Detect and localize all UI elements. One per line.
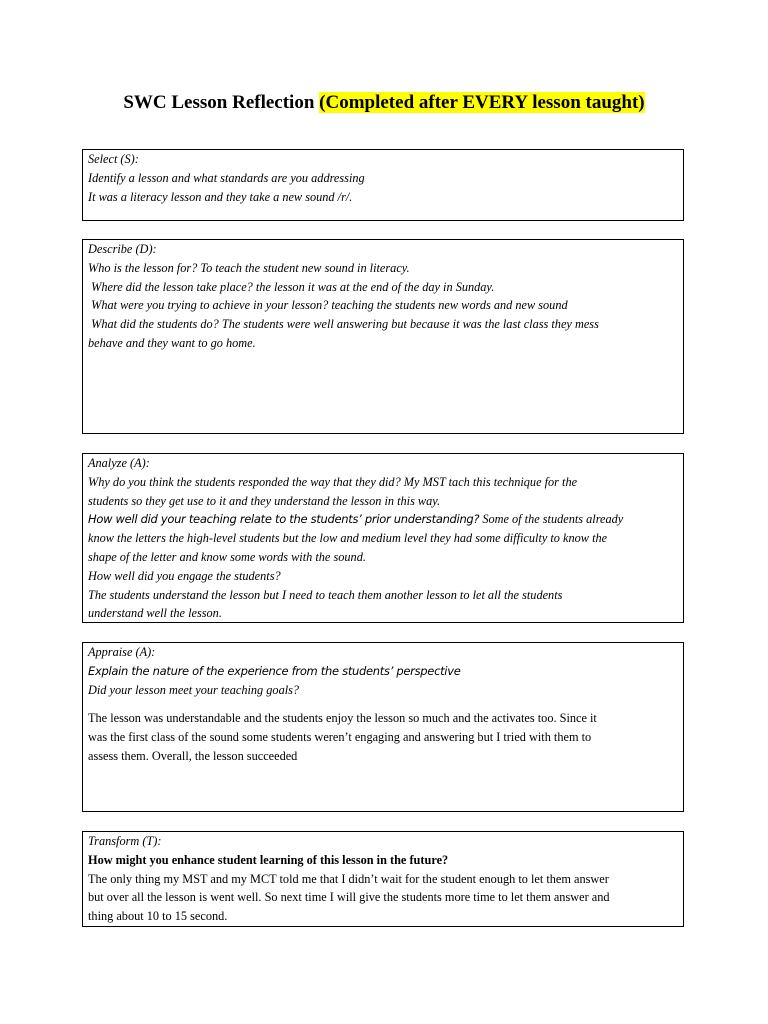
transform-section bbox=[82, 831, 684, 927]
appraise-question: Did your lesson meet your teaching goals? bbox=[88, 682, 300, 697]
analyze-question: How well did your teaching relate to the students’ prior understanding? bbox=[88, 512, 480, 527]
page-title bbox=[0, 92, 768, 114]
describe-line: What were you trying to achieve in your lesson? teaching the students new words and new sound bbox=[88, 298, 568, 313]
appraise-answer: assess them. Overall, the lesson succeeded bbox=[88, 748, 298, 763]
transform-answer: thing about 10 to 15 second. bbox=[88, 909, 228, 924]
spacer bbox=[88, 699, 678, 709]
analyze-answer: Some of the students already bbox=[479, 512, 624, 527]
select-heading: Select (S): bbox=[88, 152, 139, 166]
analyze-section bbox=[82, 453, 684, 623]
analyze-heading: Analyze (A): bbox=[88, 456, 150, 470]
describe-line: behave and they want to go home. bbox=[88, 335, 256, 350]
describe-line: Where did the lesson take place? the lesson it was at the end of the day in Sunday. bbox=[88, 279, 495, 294]
describe-line: Who is the lesson for? To teach the student new sound in literacy. bbox=[88, 260, 410, 275]
transform-answer: but over all the lesson is went well. So next time I will give the students more time to let them answer and bbox=[88, 890, 610, 905]
transform-answer: The only thing my MST and my MCT told me that I didn’t wait for the student enough to let them answer bbox=[88, 871, 609, 886]
appraise-heading: Appraise (A): bbox=[88, 645, 156, 659]
analyze-line: How well did you engage the students? bbox=[88, 568, 281, 583]
describe-line: What did the students do? The students were well answering but because it was the last class they mess bbox=[88, 317, 599, 332]
select-section bbox=[82, 149, 684, 221]
analyze-line: understand well the lesson. bbox=[88, 606, 222, 621]
analyze-line: students so they get use to it and they understand the lesson in this way. bbox=[88, 493, 441, 508]
appraise-answer: was the first class of the sound some students weren’t engaging and answering but I tried with them to bbox=[88, 730, 592, 745]
analyze-line: know the letters the high-level students but the low and medium level they had some difficulty to know the bbox=[88, 531, 608, 546]
select-question: Identify a lesson and what standards are you addressing bbox=[88, 170, 365, 185]
title-main: SWC Lesson Reflection bbox=[123, 92, 320, 113]
appraise-section bbox=[82, 642, 684, 812]
analyze-line bbox=[88, 510, 678, 529]
appraise-question: Explain the nature of the experience from the students’ perspective bbox=[88, 663, 461, 678]
transform-question: How might you enhance student learning of this lesson in the future? bbox=[88, 852, 449, 867]
appraise-answer: The lesson was understandable and the students enjoy the lesson so much and the activates too. Since it bbox=[88, 711, 597, 726]
title-highlight: (Completed after EVERY lesson taught) bbox=[319, 92, 645, 113]
describe-section bbox=[82, 239, 684, 434]
analyze-line: Why do you think the students responded the way that they did? My MST tach this technique for the bbox=[88, 474, 578, 489]
analyze-line: shape of the letter and know some words with the sound. bbox=[88, 549, 366, 564]
analyze-line: The students understand the lesson but I need to teach them another lesson to let all the students bbox=[88, 587, 563, 602]
transform-heading: Transform (T): bbox=[88, 834, 162, 848]
describe-heading: Describe (D): bbox=[88, 242, 157, 256]
select-answer: It was a literacy lesson and they take a new sound /r/. bbox=[88, 189, 353, 204]
